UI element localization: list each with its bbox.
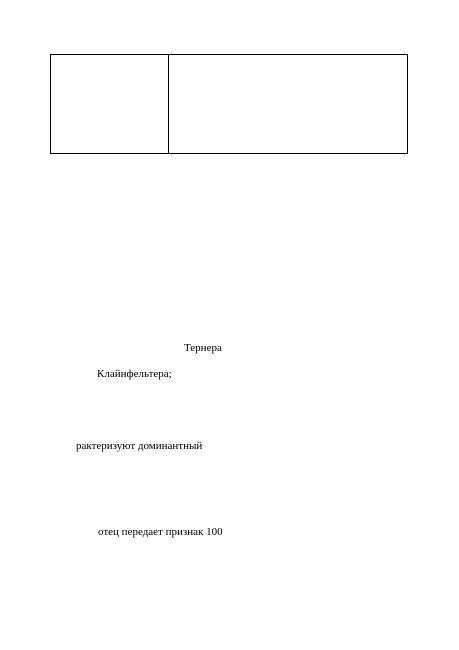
empty-table — [50, 54, 408, 154]
text-fragment-klinefelter: Клайнфельтера; — [97, 368, 172, 380]
table-cell-right — [169, 55, 407, 153]
text-fragment-dominant: рактеризуют доминантный — [76, 440, 203, 452]
text-fragment-turner: Тернера — [184, 342, 222, 354]
text-fragment-father: отец передает признак 100 — [98, 526, 223, 538]
table-cell-left — [51, 55, 169, 153]
